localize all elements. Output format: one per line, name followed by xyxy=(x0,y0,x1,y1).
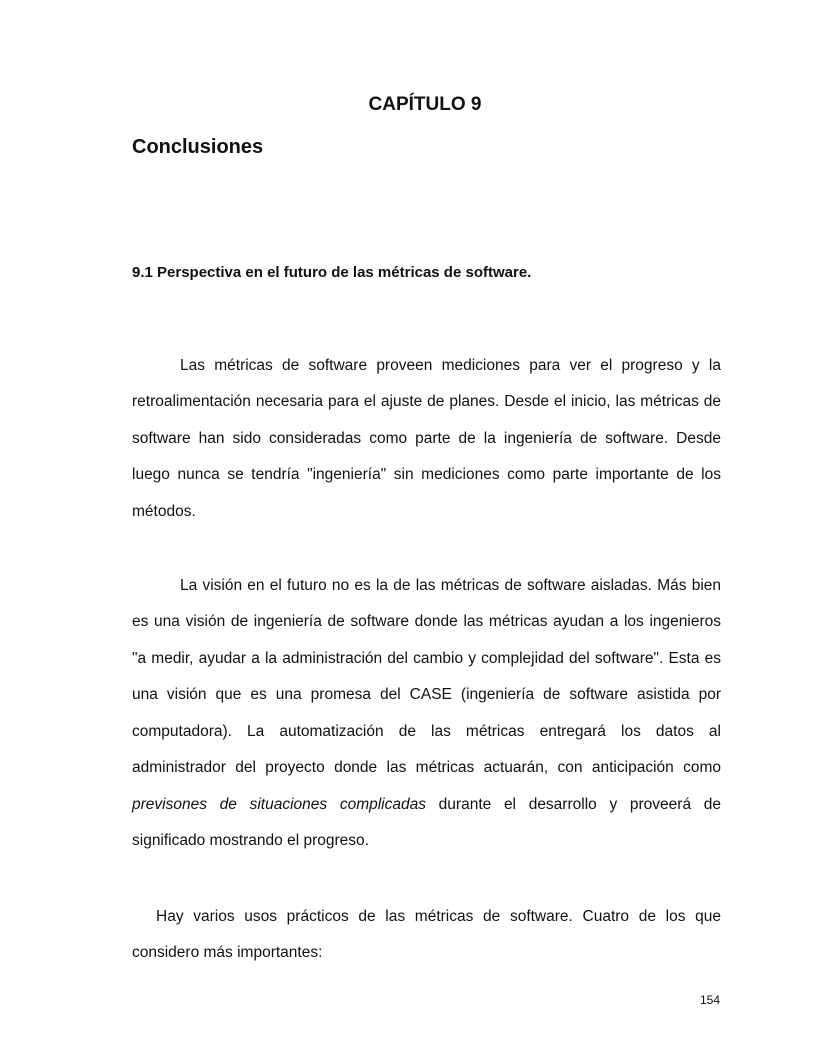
paragraph-1: Las métricas de software proveen mediciones para ver el progreso y la retroalimentación necesaria para el ajuste de planes. Desde el inicio, las métricas de software han sido consideradas como parte de la ingeniería de software. Desde luego nunca se tendría "ingeniería" sin mediciones como parte importante de los métodos. xyxy=(132,356,721,520)
paragraph-2-text-end: durante el desarrollo y proveerá de significado mostrando el progreso. xyxy=(132,795,721,849)
paragraph-2-text-start: La visión en el futuro no es la de las métricas de software aisladas. Más bien es una visión de ingeniería de software donde las métricas ayudan a los ingenieros "a medir, ayudar a la administración del cambio y complejidad del software". Esta es una visión que es una promesa del CASE (ingeniería de software asistida por computadora). La automatización de las métricas entregará los datos al administrador del proyecto donde las métricas actuarán, con anticipación como xyxy=(132,576,721,776)
paragraph-2-italic-phrase: previsones de situaciones complicadas xyxy=(132,795,426,813)
chapter-title: Conclusiones xyxy=(132,136,264,158)
paragraph-3: Hay varios usos prácticos de las métricas de software. Cuatro de los que considero más importantes: xyxy=(132,907,721,961)
section-heading: 9.1 Perspectiva en el futuro de las métricas de software. xyxy=(132,264,532,281)
page-number: 154 xyxy=(699,993,720,1007)
chapter-heading: CAPÍTULO 9 xyxy=(368,94,482,115)
paragraph-2 xyxy=(132,568,721,860)
